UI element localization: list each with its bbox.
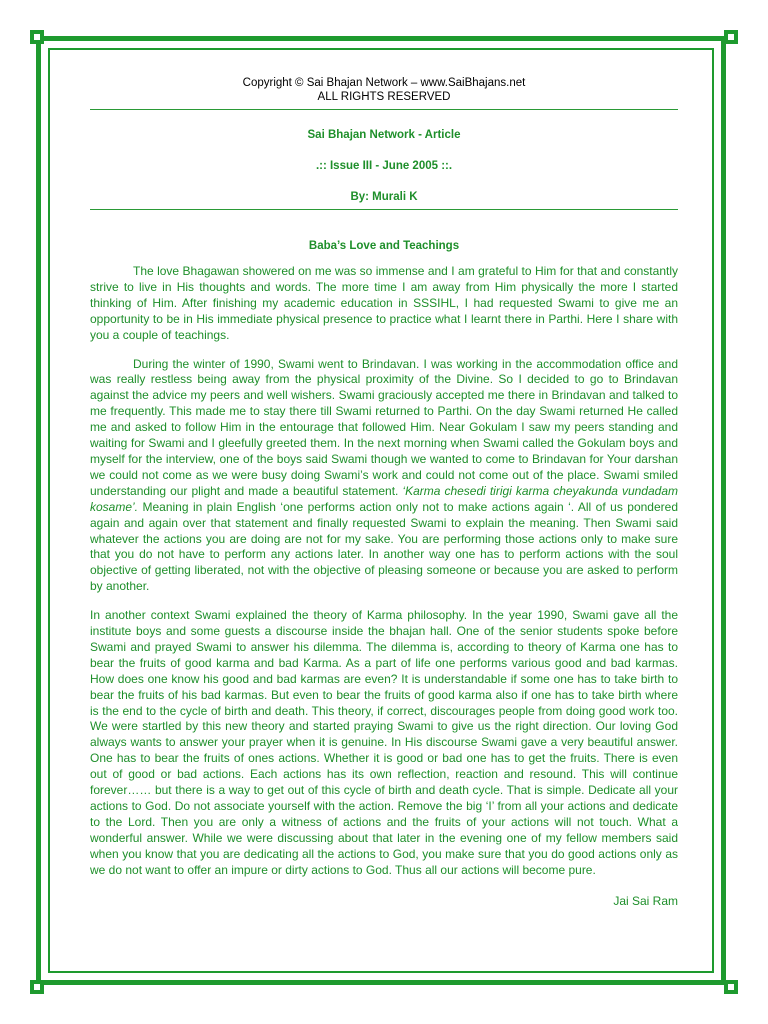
author-label: By: Murali K	[350, 191, 418, 203]
border-corner-bottom-left	[30, 980, 44, 994]
network-label: Sai Bhajan Network - Article	[307, 129, 461, 141]
paragraph-2	[90, 357, 678, 596]
copyright-block	[90, 76, 678, 104]
paragraph-1: The love Bhagawan showered on me was so immense and I am grateful to Him for that and constantly strive to live in His thoughts and words. The more time I am away from Him physically the more I started thinking of Him. After finishing my academic education in SSSIHL, I had requested Swami to give me an opportunity to be in His immediate physical presence to practice what I learnt there in Parthi. Here I share with you a couple of teachings.	[90, 264, 678, 342]
document-content	[90, 76, 678, 908]
border-corner-top-left	[30, 30, 44, 44]
divider-bottom	[90, 209, 678, 210]
divider-top	[90, 109, 678, 110]
copyright-line: Copyright © Sai Bhajan Network – www.SaiBhajans.net	[242, 77, 526, 89]
issue-label: .:: Issue III - June 2005 ::.	[315, 160, 453, 172]
article-title: Baba’s Love and Teachings	[308, 240, 460, 252]
rights-line: ALL RIGHTS RESERVED	[317, 91, 451, 103]
signoff: Jai Sai Ram	[613, 893, 678, 908]
border-corner-bottom-right	[724, 980, 738, 994]
paragraph-2-part-b: Meaning in plain English ‘one performs action only not to make actions again ‘. All of us pondered again and again over that statement and finally requested Swami to explain the meaning. Then Swami said whatever the actions you are doing are not for my sake. You are performing those actions only to make sure that you do not have to perform any actions later. In another way one has to perform actions with the soul objective of getting liberated, not with the objective of pleasing someone or because you are asked to perform by another.	[90, 499, 678, 594]
border-corner-top-right	[724, 30, 738, 44]
paragraph-3: In another context Swami explained the theory of Karma philosophy. In the year 1990, Swami gave all the institute boys and some guests a discourse inside the bhajan hall. One of the senior students spoke before Swami and prayed Swami to answer his dilemma. The dilemma is, according to theory of Karma one has to bear the fruits of good karma and bad Karma. As a part of life one performs various good and bad karmas. How does one know his good and bad karmas are even? It is understandable if some one has to take birth to bear the fruits of his bad karmas. But even to bear the fruits of good karma also if one has to take birth where is the end to the cycle of birth and death. This theory, if correct, discourages people from doing good work too. We were startled by this new theory and started praying Swami to give us the right direction. Our loving God always wants to answer your prayer when it is genuine. In His discourse Swami gave a very beautiful answer. One has to bear the fruits of ones actions. Whether it is good or bad one has to get the fruits. There is even out of good or bad actions. Each actions has its own reflection, reaction and resound. This will continue forever…… but there is a way to get out of this cycle of birth and death cycle. That is simple. Dedicate all your actions to God. Do not associate yourself with the action. Remove the big ‘I’ from all your actions and dedicate to the Lord. Then you are only a witness of actions and the fruits of your actions will not touch. What a wonderful answer. While we were discussing about that later in the evening one of my fellow members said when you know that you are dedicating all the actions to God, you make sure that you do good actions only as we do not want to offer an impure or dirty actions to God. Thus all our actions will become pure.	[90, 608, 678, 877]
paragraph-2-part-a: During the winter of 1990, Swami went to Brindavan. I was working in the accommodation office and was really restless being away from the physical proximity of the Divine. So I decided to go to Brindavan against the advice my peers and well wishers. Swami graciously accepted me there in Brindavan and talked to me frequently. This made me to stay there till Swami returned to Parthi. On the day Swami returned He called me and asked to follow Him in the entourage that followed Him. Near Gokulam I saw my peers standing and waiting for Swami and I gleefully greeted them. In the next morning when Swami called the Gokulam boys and myself for the interview, one of the boys said Swami though we wanted to come to Brindavan for Your darshan we could not come as we were busy doing Swami’s work and could not come out of the place. Swami smiled understanding our plight and made a beautiful statement.	[90, 356, 678, 498]
paragraph-2-quote: ‘Karma chesedi tirigi karma cheyakunda vundadam kosame’.	[90, 483, 678, 514]
article-header	[90, 128, 678, 204]
